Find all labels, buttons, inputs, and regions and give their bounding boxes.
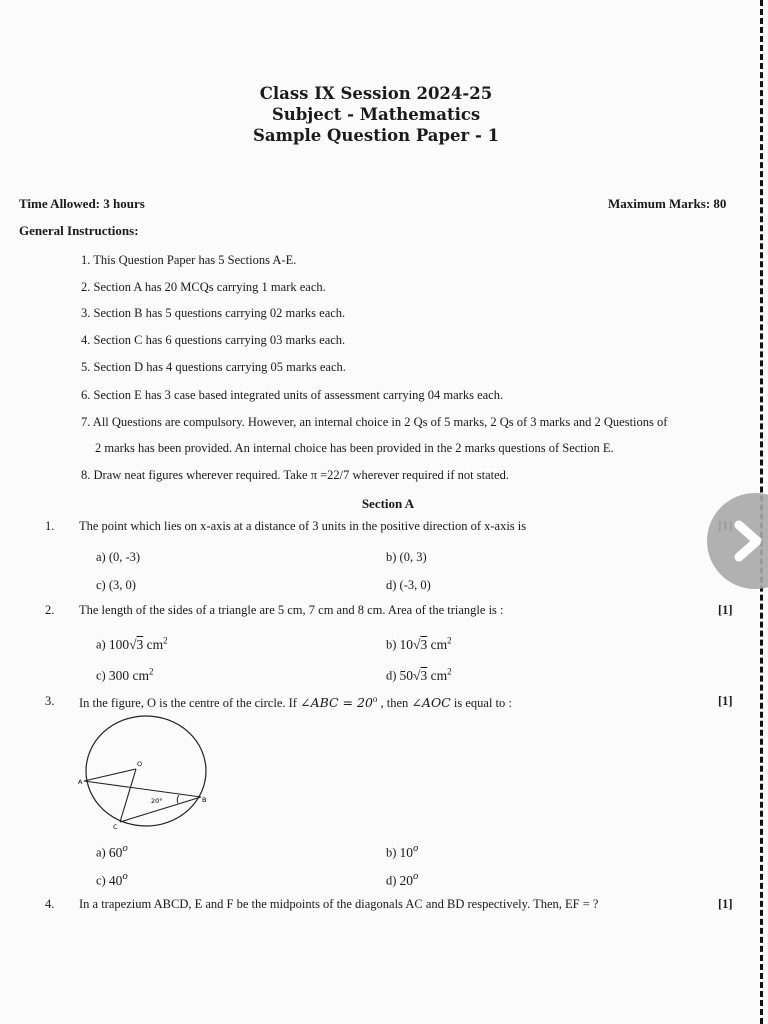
option-a: a) 100√3 $cm^2$ xyxy=(96,635,168,652)
label-a: A xyxy=(78,778,83,786)
question-number: 2. xyxy=(45,603,55,617)
option-c: c) 300 $cm^2$ xyxy=(96,666,154,683)
segment-oc xyxy=(120,769,136,822)
chevron-right-icon xyxy=(727,517,768,565)
option-c: c) 40$^o$ xyxy=(96,872,128,888)
question-number: 3. xyxy=(45,694,55,708)
general-instructions-heading: General Instructions: xyxy=(19,223,139,238)
option-d: d) 50√3 $cm^2$ xyxy=(386,666,452,683)
label-angle: 20° xyxy=(151,797,163,805)
label-c: C xyxy=(113,823,118,831)
option-c: c) (3, 0) xyxy=(96,578,136,592)
instruction-item: 6. Section E has 3 case based integrated units of assessment carrying 04 marks each. xyxy=(81,388,504,402)
question-marks: [1] xyxy=(718,603,733,617)
option-a: a) (0, -3) xyxy=(96,550,141,564)
question-1-text: The point which lies on x-axis at a distance of 3 units in the positive direction of x-axis is xyxy=(79,519,527,533)
angle-arc xyxy=(177,795,179,803)
header-subject: Subject - Mathematics xyxy=(271,105,481,124)
header-class: Class IX Session 2024-25 xyxy=(259,84,493,103)
circle-outline xyxy=(86,716,206,826)
option-a: a) 60$^o$ xyxy=(96,844,128,860)
question-marks: [1] xyxy=(718,694,733,708)
question-number: 4. xyxy=(45,897,55,911)
header-paper: Sample Question Paper - 1 xyxy=(252,126,500,145)
label-b: B xyxy=(202,796,207,804)
section-a-heading: Section A xyxy=(361,496,415,511)
question-3-text: In the figure, O is the centre of the circle. If ∠ABC = $20^o$ , then ∠AOC is equal to : xyxy=(79,694,512,711)
question-number: 1. xyxy=(45,519,55,533)
segment-ao xyxy=(84,769,136,781)
instruction-item: 7. All Questions are compulsory. However, an internal choice in 2 Qs of 5 marks, 2 Qs of 3 marks and 2 Questions of xyxy=(81,415,668,429)
option-d: d) (-3, 0) xyxy=(386,578,431,592)
segment-ab xyxy=(84,781,201,797)
circle-figure xyxy=(76,713,212,831)
instruction-item: 3. Section B has 5 questions carrying 02 marks each. xyxy=(81,306,346,320)
option-d: d) 20$^o$ xyxy=(386,872,419,888)
instruction-item: 1. This Question Paper has 5 Sections A-E. xyxy=(81,253,297,267)
maximum-marks: Maximum Marks: 80 xyxy=(608,196,727,211)
instruction-item: 5. Section D has 4 questions carrying 05 marks each. xyxy=(81,360,346,374)
instruction-item-continuation: 2 marks has been provided. An internal choice has been provided in the 2 marks questions of Section E. xyxy=(95,441,614,455)
question-marks: [1] xyxy=(718,897,733,911)
instruction-item: 2. Section A has 20 MCQs carrying 1 mark each. xyxy=(81,280,326,294)
instruction-item: 8. Draw neat figures wherever required. Take π =22/7 wherever required if not stated. xyxy=(81,468,510,482)
question-4-text: In a trapezium ABCD, E and F be the midpoints of the diagonals AC and BD respectively. Then, EF = ? xyxy=(79,897,599,911)
instruction-item: 4. Section C has 6 questions carrying 03 marks each. xyxy=(81,333,346,347)
question-2-text: The length of the sides of a triangle are 5 cm, 7 cm and 8 cm. Area of the triangle is : xyxy=(79,603,504,617)
option-b: b) (0, 3) xyxy=(386,550,427,564)
time-allowed: Time Allowed: 3 hours xyxy=(19,196,145,211)
label-o: O xyxy=(137,760,143,768)
option-b: b) 10$^o$ xyxy=(386,844,419,860)
option-b: b) 10√3 $cm^2$ xyxy=(386,635,452,652)
